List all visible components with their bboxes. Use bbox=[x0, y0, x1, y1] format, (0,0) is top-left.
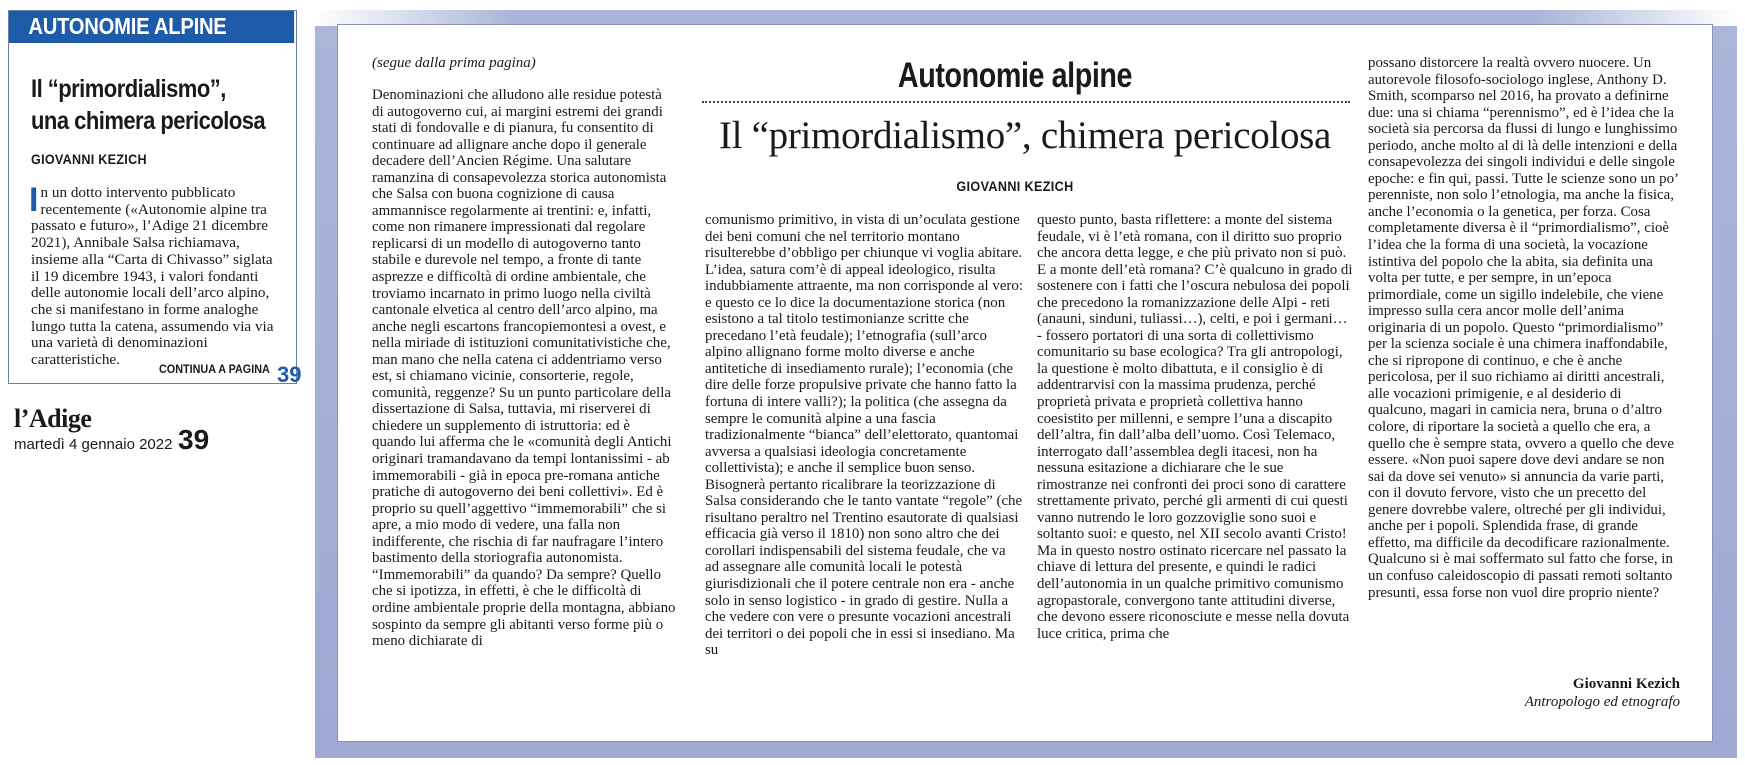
teaser-body-text: n un dotto intervento pubblicato recentemente («Autonomie alpine tra passato e futuro», l’Adige 21 dicembre 2021), Annibale Salsa richiamava, insieme alla “Carta di Chivasso” siglata il 19 dicembre 1943, i valori fondanti delle autonomie locali dell’arco alpino, che si manifestano in forme analoghe lungo tutta la catena, assumendo via via una varietà di denominazioni caratteristiche. bbox=[31, 184, 274, 369]
column-2-text: comunismo primitivo, in vista di un’oculata gestione dei beni comuni che nel territorio montano risulterebbe d’obbligo per chiunque vi voglia abitare. L’idea, satura com’è di appeal ideologico, risulta indubbiamente attraente, ma non corrisponde al vero: e questo ce lo dice la documentazione storica (non esistono a tal titolo testimonianze scritte che precedano l’età feudale); l’etnografia (sull’arco alpino allignano forme molto diverse e anche antitetiche di insediamento rurale); l’economia (che dire delle forze propulsive private che hanno fatto la fortuna di intere valli?); la politica (che assegna da sempre le comunità alpine a una fascia tradizionalmente “bianca” dell’elettorato, quantomai avversa a qualsiasi ideologia concretamente collettivista); e anche il semplice buon senso. Bisognerà pertanto ricalibrare la teorizzazione di Salsa considerando che le tanto vantate “regole” (che risultano peraltro nel Trentino esautorate di qualsiasi efficacia già verso il 1810) non sono altro che dei corollari indispensabili del sistema feudale, che va ad assegnare alle comunità locali le potestà giurisdizionali che il potere centrale non era - anche solo in senso logistico - in grado di gestire. Nulla a che vedere con vere o presunte vocazioni ancestrali dei territori o dei popoli che in essi si insediano. Ma su bbox=[705, 212, 1023, 659]
teaser-headline bbox=[31, 73, 295, 137]
article-headline: Il “primordialismo”, chimera pericolosa bbox=[718, 114, 1332, 157]
continue-page-link[interactable]: 39 bbox=[277, 362, 302, 387]
issue-date: martedì 4 gennaio 2022 bbox=[14, 436, 173, 453]
teaser-body bbox=[29, 181, 284, 369]
author-signature: Giovanni Kezich bbox=[1572, 676, 1680, 692]
teaser-kicker: AUTONOMIE ALPINE bbox=[9, 11, 294, 43]
article-column-1 bbox=[372, 87, 677, 650]
author-role: Antropologo ed etnografo bbox=[1524, 694, 1680, 710]
column-4-text: possano distorcere la realtà ovvero nuocere. Un autorevole filosofo-sociologo inglese, Anthony D. Smith, scomparso nel 2016, ha provato a definirne due: una si chiama “perennismo”, ed è l’idea che la società sia percorsa da flussi di lungo e lunghissimo periodo, anche molto al di là delle intenzioni e della consapevolezza dei singoli individui e delle singole epoche: e fin qui, passi. Tutte le scienze sono un po’ perenniste, non solo l’etnologia, ma anche la fisica, anche l’economia o la genetica, per forza. Cosa completamente diversa è il “primordialismo”, cioè l’idea che la forma di una società, la vocazione istintiva del popolo che la abita, sia definita una volta per tutte, e per sempre, in un’epoca primordiale, come un sigillo indelebile, che viene impresso sulla cera ancor molle dell’anima originaria di un popolo. Questo “primordialismo” per la scienza sociale è una chimera inaffondabile, che si ripropone di continuo, e che è anche pericolosa, per il suo richiamo ai diritti ancestrali, alle vocazioni primigenie, e al desiderio di qualcuno, magari in camicia nera, bruna o d’altro colore, di riportare la società a quello che era, a quello che è sempre stata, ovvero a quello che deve essere. «Non puoi sapere dove devi andare se non sai da dove sei venuto» si annuncia da varie parti, con il dovuto fervore, visto che un precetto del genere dovrebbe valere, oltreché per gli individui, anche per i popoli. Splendida frase, di grande effetto, ma difficile da decodificare razionalmente. Qualcuno si è mai soffermato sul fatto che forse, in un confuso caleidoscopio di passati remoti soltanto presunti, essa forse non vuol dire proprio niente? bbox=[1368, 55, 1678, 601]
article-column-3 bbox=[1037, 212, 1354, 642]
teaser-dropcap: I bbox=[29, 181, 39, 219]
column-3-text: questo punto, basta riflettere: a monte del sistema feudale, vi è l’età romana, con il diritto suo proprio che ancora detta legge, e che più privato non si può. E a monte dell’età romana? C’è qualcuno in grado di sostenere con i fatti che l’oscura nebulosa dei popoli che precedono la romanizzazione delle Alpi - reti (anauni, sinduni, tuliassi…), celti, e poi i germani… - fossero portatori di una sorta di collettivismo comunitario su base ecologica? Tra gli antropologi, la questione è molto dibattuta, e il consiglio è di addentrarvisi con la massima prudenza, perché proprietà privata e proprietà collettiva hanno coesistito per millenni, e sempre l’una a discapito dell’altra, fin dall’alba dell’uomo. Così Telemaco, interrogato dall’assemblea degli itacesi, non ha nessuna esitazione a dichiarare che le sue rimostranze nei confronti dei proci sono di carattere strettamente privato, perché gli armenti di cui questi vanno nutrendo le loro gozzoviglie sono suoi e soltanto suoi: e questo, nel XII secolo avanti Cristo! Ma in questo nostro ostinato ricercare nel passato la chiave di lettura del presente, e quindi le radici dell’autonomia in un qualche primitivo comunismo agropastorale, convergono tante attitudini diverse, che devono essere riconosciute e messe nella dovuta luce critica, prima che bbox=[1037, 212, 1353, 642]
article-column-2 bbox=[705, 212, 1023, 659]
continue-label[interactable]: CONTINUA A PAGINA bbox=[159, 362, 270, 376]
teaser-headline-line2: una chimera pericolosa bbox=[31, 107, 266, 135]
continued-note: (segue dalla prima pagina) bbox=[372, 55, 536, 71]
article-column-4 bbox=[1368, 55, 1680, 601]
column-1-text: Denominazioni che alludono alle residue potestà di autogoverno cui, ai margini estremi dei grandi stati di fondovalle e di pianura, fu consentito di continuare ad allignare anche dopo il generale decadere dell’Ancien Régime. Una salutare ramanzina di consapevolezza storica autonomista che Salsa con buona cognizione di causa ammannisce regolarmente ai trentini: e, infatti, come non rimanere impressionati dal regolare replicarsi di un modello di autogoverno tanto stabile e durevole nel tempo, a fronte di tante asprezze e difficoltà di ordine ambientale, che troviamo incarnato in primo luogo nella civiltà cantonale elvetica al centro dell’arco alpino, ma anche negli escartons francopiemontesi a ovest, e nella miriade di istituzioni comunitativistiche che, man mano che nella catena ci addentriamo verso est, si chiamano vicinie, consorterie, regole, comunità, reggenze? Su un punto particolare della dissertazione di Salsa, tuttavia, mi riserverei di chiedere un supplemento di istruttoria: ed è quando lui afferma che le «comunità degli Antichi originari tramandavano da tempi lontanissimi - ab immemorabili - già in epoca pre-romana antiche pratiche di autogoverno dei beni collettivi». Ed è proprio su quell’aggettivo “immemorabili” che si apre, a mio modo di vedere, una falla non indifferente, che rischia di far naufragare l’intero bastimento della storiografia autonomista. “Immemorabili” da quando? Da sempre? Quello che si ipotizza, in effetti, è che le difficoltà di ordine ambientale proprie della montagna, abbiano sospinto da sempre gli abitanti verso forme più o meno dichiarate di bbox=[372, 87, 676, 650]
page-number: 39 bbox=[178, 424, 210, 455]
newspaper-masthead: l’Adige bbox=[14, 404, 92, 433]
teaser-byline: GIOVANNI KEZICH bbox=[31, 151, 147, 167]
teaser-headline-line1: Il “primordialismo”, bbox=[31, 75, 226, 103]
kicker-divider bbox=[702, 101, 1350, 103]
front-page-teaser bbox=[8, 10, 302, 387]
article-kicker: Autonomie alpine bbox=[897, 56, 1133, 95]
article-byline: GIOVANNI KEZICH bbox=[956, 178, 1074, 194]
